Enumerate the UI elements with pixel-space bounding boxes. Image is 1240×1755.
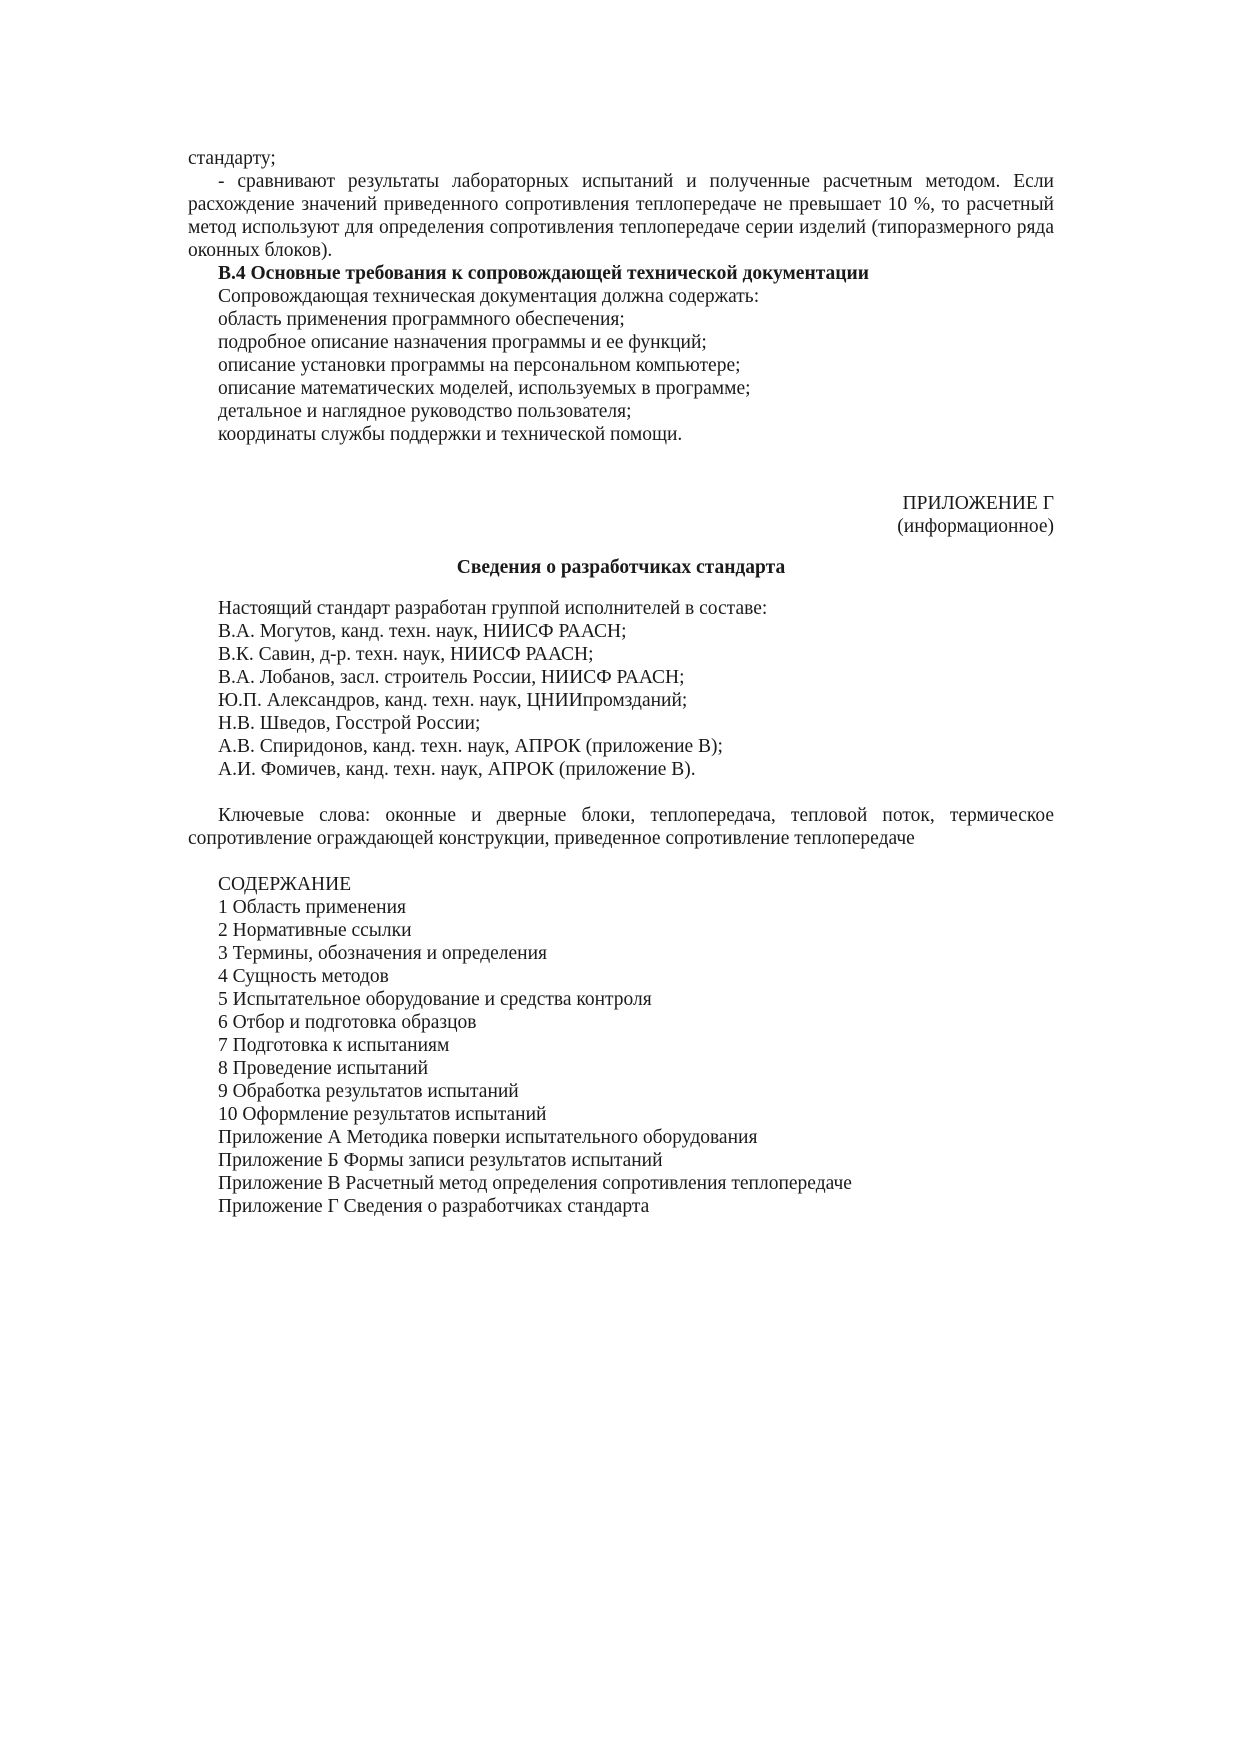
list-item: А.И. Фомичев, канд. техн. наук, АПРОК (приложение В). [218,759,696,780]
toc-item: Приложение Г Сведения о разработчиках стандарта [218,1196,650,1217]
developers-list [188,620,1054,781]
toc-item: 1 Область применения [218,897,407,918]
compare-paragraph: - сравнивают результаты лабораторных испытаний и полученные расчетным методом. Если расхождение значений приведенного сопротивления теплопередаче не превышает 10 %, то расчетный метод используют для определения сопротивления теплопередаче серии изделий (типоразмерного ряда оконных блоков). [188,171,1054,261]
toc-item: 6 Отбор и подготовка образцов [218,1012,477,1033]
contents-heading: СОДЕРЖАНИЕ [218,874,352,895]
developers-intro: Настоящий стандарт разработан группой исполнителей в составе: [218,598,768,619]
toc-item: Приложение Б Формы записи результатов испытаний [218,1150,663,1171]
appendix-status: (информационное) [897,516,1054,537]
document-body [188,147,1054,1218]
documentation-intro: Сопровождающая техническая документация должна содержать: [218,286,760,307]
spacer [188,538,1054,556]
spacer [188,579,1054,597]
section-heading-b4: В.4 Основные требования к сопровождающей технической документации [218,263,869,284]
keywords-paragraph: Ключевые слова: оконные и дверные блоки, теплопередача, тепловой поток, термическое сопротивление ограждающей конструкции, приведенное сопротивление теплопередаче [188,805,1054,849]
spacer [188,850,1054,873]
toc-item: 9 Обработка результатов испытаний [218,1081,519,1102]
list-item: В.А. Лобанов, засл. строитель России, НИИСФ РААСН; [218,667,685,688]
appendix-label: ПРИЛОЖЕНИЕ Г [902,493,1054,514]
toc-item: 7 Подготовка к испытаниям [218,1035,450,1056]
toc-item: 4 Сущность методов [218,966,389,987]
list-item: Н.В. Шведов, Госстрой России; [218,713,481,734]
list-item: Ю.П. Александров, канд. техн. наук, ЦНИИпромзданий; [218,690,688,711]
list-item: детальное и наглядное руководство пользователя; [218,401,632,422]
spacer [188,781,1054,804]
documentation-requirements-list [188,308,1054,446]
toc-item: 10 Оформление результатов испытаний [218,1104,547,1125]
toc-item: 8 Проведение испытаний [218,1058,429,1079]
list-item: подробное описание назначения программы и ее функций; [218,332,707,353]
continuation-text: стандарту; [188,148,276,169]
table-of-contents [188,896,1054,1218]
toc-item: 2 Нормативные ссылки [218,920,412,941]
toc-item: 3 Термины, обозначения и определения [218,943,548,964]
list-item: область применения программного обеспечения; [218,309,625,330]
spacer [188,446,1054,492]
toc-item: Приложение В Расчетный метод определения сопротивления теплопередаче [218,1173,852,1194]
toc-item: Приложение А Методика поверки испытательного оборудования [218,1127,758,1148]
list-item: описание установки программы на персональном компьютере; [218,355,741,376]
toc-item: 5 Испытательное оборудование и средства контроля [218,989,652,1010]
list-item: координаты службы поддержки и технической помощи. [218,424,683,445]
list-item: В.А. Могутов, канд. техн. наук, НИИСФ РААСН; [218,621,627,642]
list-item: А.В. Спиридонов, канд. техн. наук, АПРОК (приложение В); [218,736,723,757]
list-item: описание математических моделей, используемых в программе; [218,378,751,399]
list-item: В.К. Савин, д-р. техн. наук, НИИСФ РААСН; [218,644,594,665]
appendix-title: Сведения о разработчиках стандарта [456,557,786,578]
